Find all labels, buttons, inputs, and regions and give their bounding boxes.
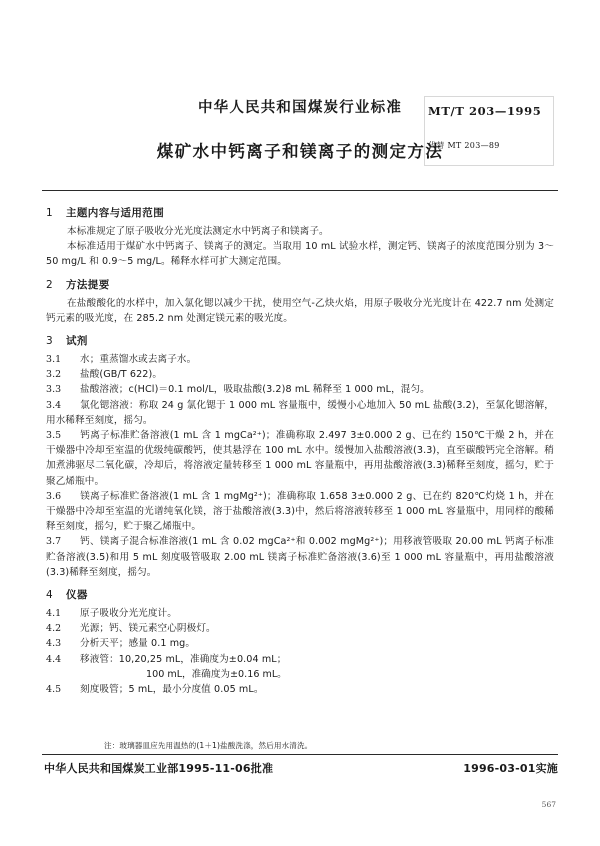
clause-number-4-1: 4.1 [46, 608, 62, 620]
section-heading-1 [46, 206, 554, 221]
clause-number-4-2: 4.2 [46, 623, 62, 635]
section-heading-4 [46, 588, 554, 603]
section-2-paragraph-1: 在盐酸酸化的水样中，加入氯化锶以减少干扰，使用空气-乙炔火焰，用原子吸收分光光度计在 422.7 nm 处测定钙元素的吸光度，在 285.2 nm 处测定镁元素的吸光度。 [46, 297, 554, 324]
clause-number-3-6: 3.6 [46, 490, 62, 502]
section-number-3: 3 [46, 335, 54, 348]
clause-number-3-2: 3.2 [46, 369, 62, 381]
clause-4-1 [46, 606, 554, 621]
clause-number-4-4: 4.4 [46, 653, 62, 665]
section-title-3: 试剂 [66, 335, 88, 348]
footer-approval-text: 中华人民共和国煤炭工业部1995-11-06批准 [44, 762, 274, 775]
clause-text-3-4: 氯化锶溶液：称取 24 g 氯化锶于 1 000 mL 容量瓶中，缓慢小心地加入 50 mL 盐酸(3.2)，至氯化锶溶解，用水稀释至刻度，摇匀。 [46, 399, 554, 426]
document-body [46, 206, 554, 697]
clause-text-4-4: 移液管：10,20,25 mL，准确度为±0.04 mL； [80, 653, 287, 665]
clause-number-3-1: 3.1 [46, 354, 62, 366]
clause-number-4-3: 4.3 [46, 638, 62, 650]
clause-3-2 [46, 367, 554, 382]
title-divider [42, 190, 558, 191]
clause-number-4-5: 4.5 [46, 684, 62, 696]
clause-3-5 [46, 428, 554, 489]
clause-number-3-4: 3.4 [46, 399, 62, 411]
clause-number-3-3: 3.3 [46, 384, 62, 396]
clause-3-1 [46, 352, 554, 367]
clause-3-7 [46, 534, 554, 580]
section-number-1: 1 [46, 207, 54, 219]
section-title-1: 主题内容与适用范围 [66, 207, 165, 219]
clause-4-2 [46, 621, 554, 636]
clause-text-3-1: 水；重蒸馏水或去离子水。 [80, 354, 197, 366]
section-heading-3 [46, 334, 554, 349]
clause-3-6 [46, 489, 554, 535]
clause-text-4-5: 刻度吸管；5 mL，最小分度值 0.05 mL。 [80, 684, 264, 696]
clause-3-3 [46, 382, 554, 397]
standard-replaces-label: 代替 MT 203—89 [428, 141, 500, 150]
clause-3-4 [46, 398, 554, 428]
section-1-paragraph-1: 本标准规定了原子吸收分光光度法测定水中钙离子和镁离子。 [67, 226, 329, 237]
section-heading-2 [46, 278, 554, 293]
clause-4-3 [46, 636, 554, 651]
clause-text-4-1: 原子吸收分光光度计。 [80, 608, 177, 620]
clause-text-3-2: 盐酸(GB/T 622)。 [80, 369, 163, 381]
clause-text-4-2: 光源；钙、镁元素空心阴极灯。 [80, 623, 216, 635]
standard-number: MT/T 203—1995 [428, 104, 542, 118]
document-note: 注：玻璃器皿应先用温热的(1＋1)盐酸洗涤，然后用水清洗。 [104, 741, 313, 750]
clause-text-4-3: 分析天平；感量 0.1 mg。 [80, 638, 196, 650]
footer-divider [42, 754, 558, 755]
clause-number-3-5: 3.5 [46, 430, 62, 442]
section-number-4: 4 [46, 589, 54, 602]
clause-4-4-continuation: 100 mL，准确度为±0.16 mL。 [146, 668, 287, 680]
section-title-2: 方法提要 [66, 278, 110, 291]
section-number-2: 2 [46, 278, 54, 291]
clause-4-4 [46, 652, 554, 667]
clause-text-3-5: 钙离子标准贮备溶液(1 mL 含 1 mgCa²⁺)；准确称取 2.497 3±0.000 2 g、已在约 150℃干燥 2 h，并在干燥器中冷却至室温的优级纯碳酸钙，使其悬浮在 100 mL 水中。缓慢加入盐酸溶液(3.3)，直至碳酸钙完全溶解。稍加煮沸驱尽二氧化碳，冷却后，将溶液定量转移至 1 000 mL 容量瓶中，再用盐酸溶液(3.3)稀释至刻度，摇匀，贮于聚乙烯瓶中。 [46, 430, 554, 487]
section-title-4: 仪器 [66, 589, 88, 602]
footer-implementation-text: 1996-03-01实施 [463, 762, 558, 775]
standard-organization-line: 中华人民共和国煤炭行业标准 [197, 100, 403, 116]
clause-number-3-7: 3.7 [46, 536, 62, 548]
clause-text-3-6: 镁离子标准贮备溶液(1 mL 含 1 mgMg²⁺)；准确称取 1.658 3±0.000 2 g、已在约 820℃灼烧 1 h，并在干燥器中冷却至室温的光谱纯氧化镁，溶于盐酸溶液(3.3)中，然后将溶液转移至 1 000 mL 容量瓶中，用同样的酸稀释至刻度，摇匀，贮于聚乙烯瓶中。 [46, 490, 554, 533]
document-title: 煤矿水中钙离子和镁离子的测定方法 [156, 142, 444, 161]
clause-4-5 [46, 682, 554, 697]
page-number: 567 [541, 800, 556, 809]
clause-text-3-3: 盐酸溶液；c(HCl)＝0.1 mol/L，吸取盐酸(3.2)8 mL 稀释至 1 000 mL，混匀。 [80, 384, 430, 396]
section-1-paragraph-2: 本标准适用于煤矿水中钙离子、镁离子的测定。当取用 10 mL 试验水样，测定钙、镁离子的浓度范围分别为 3～50 mg/L 和 0.9～5 mg/L。稀释水样可扩大测定范围。 [46, 241, 554, 268]
clause-text-3-7: 钙、镁离子混合标准溶液(1 mL 含 0.02 mgCa²⁺和 0.002 mgMg²⁺)；用移液管吸取 20.00 mL 钙离子标准贮备溶液(3.5)和用 5 mL 刻度吸管吸取 2.00 mL 镁离子标准贮备溶液(3.6)至 1 000 mL 容量瓶中，再用盐酸溶液(3.3)稀释至刻度，摇匀。 [46, 536, 554, 578]
